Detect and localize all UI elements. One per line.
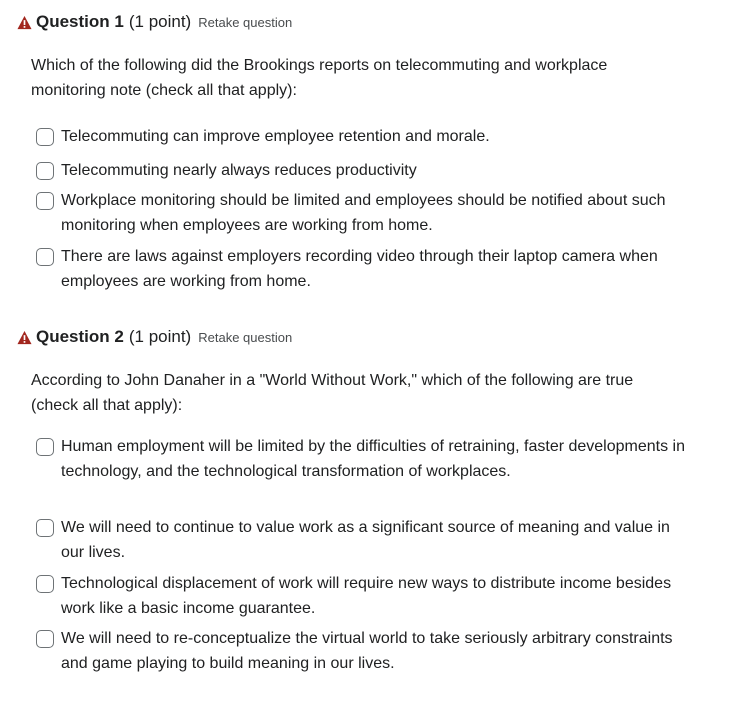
question-1-option-2[interactable] [36, 158, 696, 183]
checkbox[interactable] [36, 438, 54, 456]
option-label: Technological displacement of work will require new ways to distribute income besides work like a basic income guarantee. [61, 575, 672, 617]
question-1-prompt: Which of the following did the Brookings reports on telecommuting and workplace monitoring note (check all that apply): [31, 57, 608, 99]
question-2-option-4[interactable] [36, 626, 696, 676]
checkbox[interactable] [36, 128, 54, 146]
checkbox[interactable] [36, 575, 54, 593]
question-1-title: Question 1 [36, 12, 124, 31]
warning-icon [17, 15, 32, 30]
option-label: There are laws against employers recording video through their laptop camera when employees are working from home. [61, 248, 658, 290]
question-2-title: Question 2 [36, 327, 124, 346]
option-label: Human employment will be limited by the difficulties of retraining, faster developments in technology, and the technological transformation of workplaces. [61, 438, 685, 480]
question-1-retake-link[interactable]: Retake question [198, 14, 293, 30]
option-label: Telecommuting can improve employee retention and morale. [61, 128, 490, 145]
checkbox[interactable] [36, 248, 54, 266]
question-1-option-4[interactable] [36, 244, 696, 294]
checkbox[interactable] [36, 192, 54, 210]
question-2-option-3[interactable] [36, 571, 696, 621]
question-2-option-1[interactable] [36, 434, 696, 484]
question-2-option-2[interactable] [36, 515, 696, 565]
question-2-retake-link[interactable]: Retake question [198, 329, 293, 345]
option-label: We will need to continue to value work as a significant source of meaning and value in our lives. [61, 519, 670, 561]
checkbox[interactable] [36, 630, 54, 648]
warning-icon [17, 330, 32, 345]
question-1-points: (1 point) [128, 12, 192, 31]
option-label: Workplace monitoring should be limited and employees should be notified about such monitoring when employees are working from home. [61, 192, 666, 234]
question-2-prompt: According to John Danaher in a "World Without Work," which of the following are true (check all that apply): [31, 372, 634, 414]
option-label: Telecommuting nearly always reduces productivity [61, 162, 417, 179]
question-2-points: (1 point) [128, 327, 192, 346]
question-1-option-3[interactable] [36, 188, 696, 238]
question-2-header [17, 327, 292, 347]
question-1-option-1[interactable] [36, 124, 696, 149]
question-1-header [17, 12, 292, 32]
checkbox[interactable] [36, 162, 54, 180]
option-label: We will need to re-conceptualize the virtual world to take seriously arbitrary constraints and game playing to build meaning in our lives. [61, 630, 673, 672]
checkbox[interactable] [36, 519, 54, 537]
